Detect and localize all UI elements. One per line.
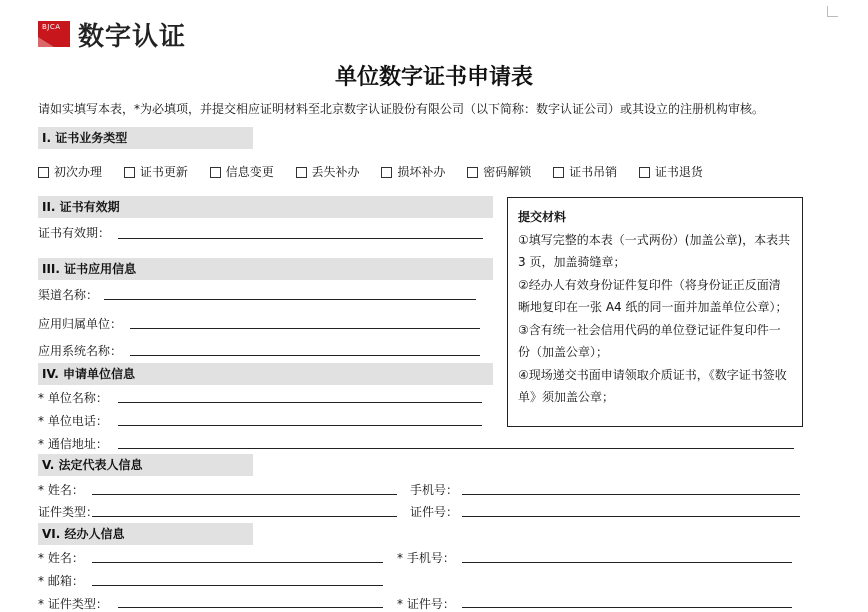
materials-box xyxy=(507,197,803,427)
legal-id-type-label: 证件类型： xyxy=(38,505,99,519)
checkbox-icon xyxy=(381,167,392,178)
handler-id-no-label: * 证件号： xyxy=(397,597,455,611)
materials-item-3: ③含有统一社会信用代码的单位登记证件复印件一份（加盖公章）； xyxy=(518,322,781,359)
checkbox-damaged[interactable]: 损坏补办 xyxy=(381,163,445,180)
bjca-logo-badge xyxy=(38,21,70,47)
checkbox-initial[interactable]: 初次办理 xyxy=(38,163,102,180)
handler-phone-field[interactable] xyxy=(462,562,792,563)
section-legal-rep: V. 法定代表人信息 xyxy=(38,454,253,476)
app-owner-label: 应用归属单位： xyxy=(38,317,123,331)
legal-phone-label: 手机号： xyxy=(410,483,459,497)
legal-name-field[interactable] xyxy=(92,494,397,495)
channel-field[interactable] xyxy=(104,299,476,300)
legal-id-no-label: 证件号： xyxy=(410,505,459,519)
checkbox-icon xyxy=(553,167,564,178)
unit-phone-field[interactable] xyxy=(118,425,482,426)
materials-heading: 提交材料 xyxy=(518,210,567,224)
section-validity: II. 证书有效期 xyxy=(38,196,493,218)
page-corner-mark xyxy=(827,6,838,17)
handler-id-no-field[interactable] xyxy=(462,607,792,608)
logo-text: 数字认证 xyxy=(78,22,187,52)
unit-name-field[interactable] xyxy=(118,402,482,403)
checkbox-unlock[interactable]: 密码解锁 xyxy=(467,163,531,180)
legal-id-type-field[interactable] xyxy=(92,516,397,517)
form-title: 单位数字证书申请表 xyxy=(334,65,533,90)
legal-name-label: * 姓名： xyxy=(38,483,84,497)
app-owner-field[interactable] xyxy=(130,328,480,329)
handler-name-label: * 姓名： xyxy=(38,551,84,565)
handler-name-field[interactable] xyxy=(92,562,383,563)
unit-phone-label: * 单位电话： xyxy=(38,414,108,428)
checkbox-icon xyxy=(639,167,650,178)
legal-id-no-field[interactable] xyxy=(462,516,800,517)
checkbox-renew[interactable]: 证书更新 xyxy=(124,163,188,180)
channel-label: 渠道名称： xyxy=(38,288,99,302)
checkbox-icon xyxy=(210,167,221,178)
logo-triangle xyxy=(38,37,54,47)
app-system-field[interactable] xyxy=(130,355,480,356)
intro-text: 请如实填写本表，*为必填项，并提交相应证明材料至北京数字认证股份有限公司（以下简称：数字认证公司）或其设立的注册机构审核。 xyxy=(38,102,765,116)
app-system-label: 应用系统名称： xyxy=(38,344,123,358)
checkbox-icon xyxy=(38,167,49,178)
section-applicant-unit: IV. 申请单位信息 xyxy=(38,363,493,385)
business-type-options xyxy=(38,163,721,180)
checkbox-icon xyxy=(124,167,135,178)
checkbox-lost[interactable]: 丢失补办 xyxy=(296,163,360,180)
logo-badge-text: BJCA xyxy=(42,23,61,31)
section-app-info: III. 证书应用信息 xyxy=(38,258,493,280)
materials-item-1: ①填写完整的本表（一式两份）(加盖公章)，本表共 3 页，加盖骑缝章； xyxy=(518,232,791,269)
unit-address-label: * 通信地址： xyxy=(38,437,108,451)
materials-item-4: ④现场递交书面申请领取介质证书，《数字证书签收单》须加盖公章； xyxy=(518,367,787,404)
checkbox-revoke[interactable]: 证书吊销 xyxy=(553,163,617,180)
materials-item-2: ②经办人有效身份证件复印件（将身份证正反面清晰地复印在一张 A4 纸的同一面并加盖单位公章）； xyxy=(518,277,788,314)
checkbox-info-change[interactable]: 信息变更 xyxy=(210,163,274,180)
unit-address-field[interactable] xyxy=(118,448,794,449)
validity-field[interactable] xyxy=(118,238,483,239)
handler-email-label: * 邮箱： xyxy=(38,574,84,588)
legal-phone-field[interactable] xyxy=(462,494,800,495)
checkbox-return[interactable]: 证书退货 xyxy=(639,163,703,180)
validity-label: 证书有效期： xyxy=(38,226,111,240)
checkbox-icon xyxy=(296,167,307,178)
section-handler: VI. 经办人信息 xyxy=(38,523,253,545)
handler-phone-label: * 手机号： xyxy=(397,551,455,565)
handler-id-type-label: * 证件类型： xyxy=(38,597,108,611)
handler-id-type-field[interactable] xyxy=(118,607,383,608)
checkbox-icon xyxy=(467,167,478,178)
unit-name-label: * 单位名称： xyxy=(38,391,108,405)
section-business-type: I. 证书业务类型 xyxy=(38,127,253,149)
handler-email-field[interactable] xyxy=(92,585,383,586)
